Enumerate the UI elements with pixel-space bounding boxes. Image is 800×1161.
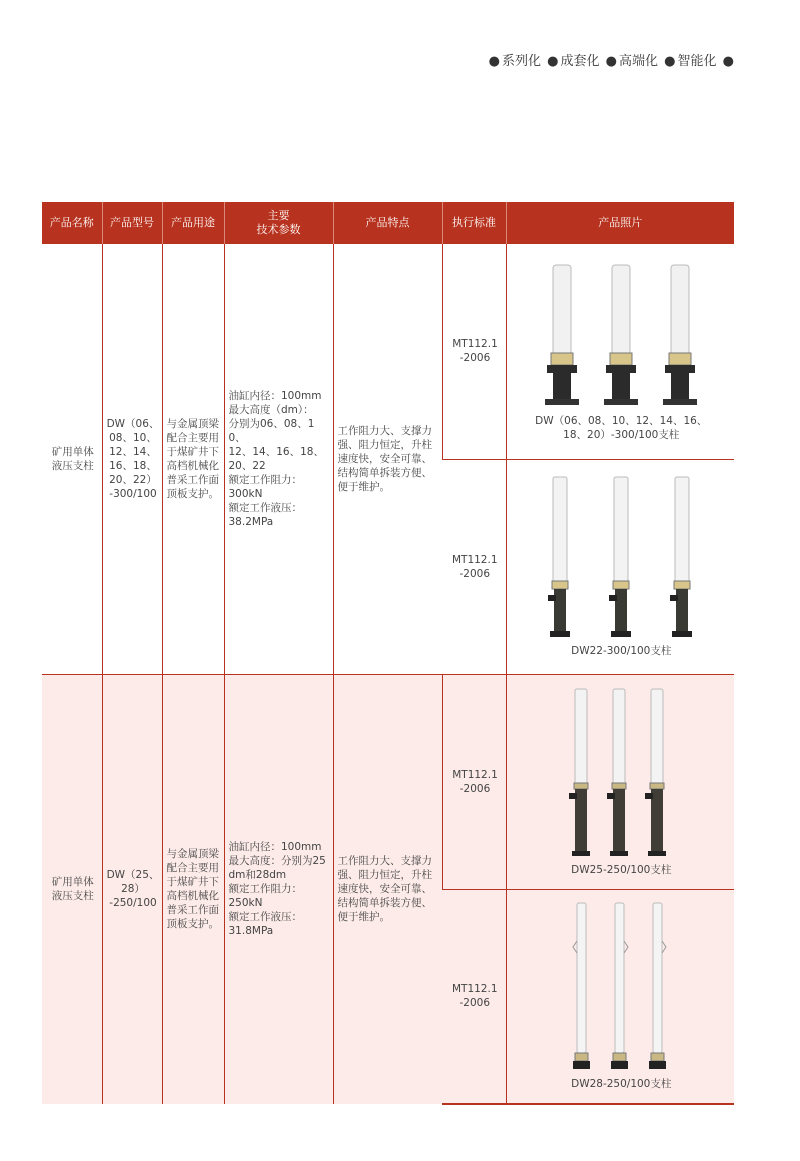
standard-cell: MT112.1 -2006 bbox=[442, 674, 506, 889]
tagline-item: 高端化 bbox=[619, 54, 659, 69]
standard-cell: MT112.1 -2006 bbox=[442, 459, 506, 674]
product-model: DW（25、 28） -250/100 bbox=[102, 674, 162, 1104]
header-row bbox=[42, 202, 734, 244]
product-use: 与金属顶梁 配合主要用 于煤矿井下 高档机械化 普采工作面 顶板支护。 bbox=[162, 244, 224, 674]
product-name: 矿用单体 液压支柱 bbox=[42, 244, 102, 674]
hydraulic-prop-image bbox=[521, 475, 721, 640]
photo-caption: DW（06、08、10、12、14、16、 18、20）-300/100支柱 bbox=[535, 415, 708, 442]
photo-cell bbox=[506, 889, 734, 1104]
photo-cell bbox=[506, 674, 734, 889]
product-params: 油缸内径：100mm 最大高度：分别为25 dm和28dm 额定工作阻力： 250kN 额定工作液压： 31.8MPa bbox=[224, 674, 333, 1104]
tagline-item: 智能化 bbox=[677, 54, 717, 69]
product-features: 工作阻力大、支撑力 强、阻力恒定，升柱 速度快，安全可靠、 结构简单拆装方便、 便于维护。 bbox=[333, 674, 442, 1104]
tagline-item: 系列化 bbox=[502, 54, 542, 69]
header-use: 产品用途 bbox=[162, 202, 224, 244]
photo-cell bbox=[506, 459, 734, 674]
hydraulic-prop-image bbox=[521, 687, 721, 859]
product-use: 与金属顶梁 配合主要用 于煤矿井下 高档机械化 普采工作面 顶板支护。 bbox=[162, 674, 224, 1104]
header-model: 产品型号 bbox=[102, 202, 162, 244]
bullet-icon: ● bbox=[722, 54, 734, 69]
bullet-icon: ● bbox=[547, 54, 559, 69]
table-row bbox=[42, 674, 734, 889]
photo-caption: DW22-300/100支柱 bbox=[571, 645, 672, 657]
header-params: 主要 技术参数 bbox=[224, 202, 333, 244]
header-features: 产品特点 bbox=[333, 202, 442, 244]
hydraulic-prop-image bbox=[521, 901, 721, 1073]
header-standard: 执行标准 bbox=[442, 202, 506, 244]
photo-cell bbox=[506, 244, 734, 459]
bullet-icon: ● bbox=[664, 54, 676, 69]
table-row bbox=[42, 244, 734, 459]
bullet-icon: ● bbox=[605, 54, 617, 69]
standard-cell: MT112.1 -2006 bbox=[442, 889, 506, 1104]
header-photo: 产品照片 bbox=[506, 202, 734, 244]
photo-caption: DW25-250/100支柱 bbox=[571, 863, 672, 876]
product-name: 矿用单体 液压支柱 bbox=[42, 674, 102, 1104]
product-params: 油缸内径：100mm 最大高度（dm）： 分别为06、08、10、 12、14、16、18、 20、22 额定工作阻力： 300kN 额定工作液压： 38.2MPa bbox=[224, 244, 333, 674]
photo-caption: DW28-250/100支柱 bbox=[571, 1078, 672, 1091]
standard-cell: MT112.1 -2006 bbox=[442, 244, 506, 459]
product-model: DW（06、 08、10、 12、14、 16、18、 20、22） -300/100 bbox=[102, 244, 162, 674]
product-features: 工作阻力大、支撑力 强、阻力恒定，升柱 速度快，安全可靠、 结构简单拆装方便、 便于维护。 bbox=[333, 244, 442, 674]
header-name: 产品名称 bbox=[42, 202, 102, 244]
tagline bbox=[487, 50, 736, 69]
hydraulic-prop-image bbox=[521, 260, 721, 410]
product-table bbox=[42, 202, 734, 1105]
bullet-icon: ● bbox=[488, 54, 500, 69]
tagline-item: 成套化 bbox=[560, 54, 600, 69]
